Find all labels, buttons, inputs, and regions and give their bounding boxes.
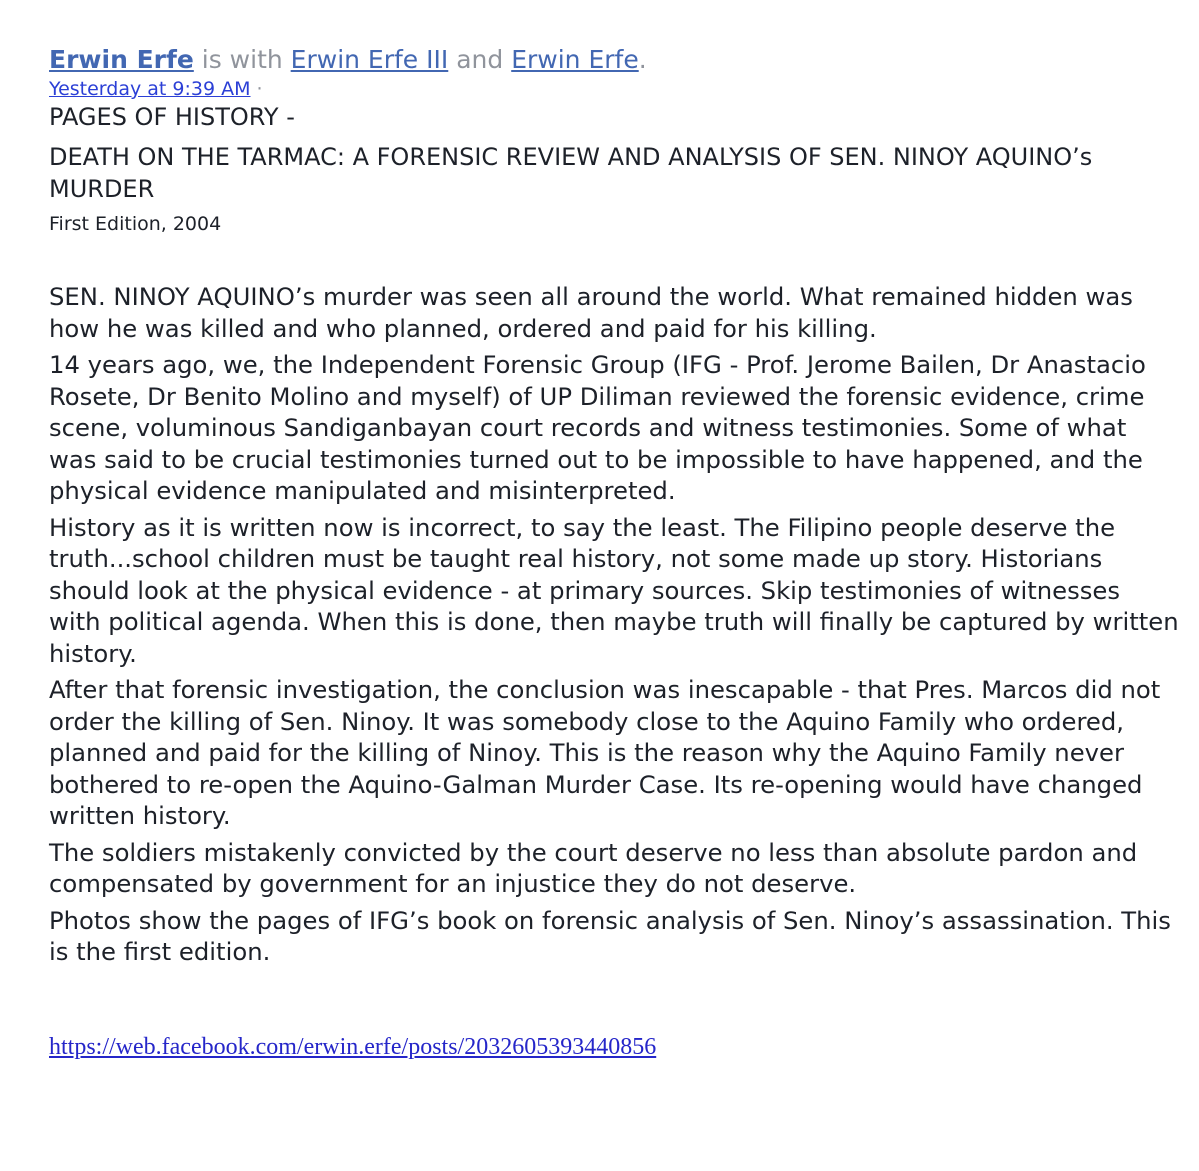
post-title-line-2: DEATH ON THE TARMAC: A FORENSIC REVIEW AND ANALYSIS OF SEN. NINOY AQUINO’s MURDER bbox=[49, 143, 1093, 203]
post-paragraph: The soldiers mistakenly convicted by the court deserve no less than absolute pardon and compensated by government for an injustice they do not deserve. bbox=[49, 837, 1138, 898]
post-meta bbox=[49, 77, 1179, 101]
post-paragraph: After that forensic investigation, the conclusion was inescapable - that Pres. Marcos did not order the killing of Sen. Ninoy. It was somebody close to the Aquino Family who ordered, planned and paid for the killing of Ninoy. This is the reason why the Aquino Family never bothered to re-open the Aquino-Galman Murder Case. Its re-opening would have changed written history. bbox=[49, 675, 1161, 830]
post-paragraph: Photos show the pages of IFG’s book on forensic analysis of Sen. Ninoy’s assassination. This is the first edition. bbox=[49, 905, 1171, 966]
author-link[interactable]: Erwin Erfe bbox=[49, 45, 194, 74]
edition-text: First Edition, 2004 bbox=[49, 213, 222, 235]
meta-separator: · bbox=[250, 78, 263, 100]
and-text: and bbox=[448, 45, 512, 74]
post-paragraph: History as it is written now is incorrect, to say the least. The Filipino people deserve the truth...school children must be taught real history, not some made up story. Historians should look at the physical evidence - at primary sources. Skip testimonies of witnesses with political agenda. When this is done, then maybe truth will finally be captured by written history. bbox=[49, 512, 1179, 668]
tagged-user-link-2[interactable]: Erwin Erfe bbox=[511, 45, 639, 74]
timestamp-link[interactable]: Yesterday at 9:39 AM bbox=[49, 78, 251, 100]
header-end-punct: . bbox=[638, 45, 647, 74]
post-header bbox=[49, 44, 1179, 76]
post bbox=[49, 44, 1179, 973]
post-paragraph: SEN. NINOY AQUINO’s murder was seen all around the world. What remained hidden was how he was killed and who planned, ordered and paid for his killing. bbox=[49, 282, 1133, 343]
post-paragraph: 14 years ago, we, the Independent Forensic Group (IFG - Prof. Jerome Bailen, Dr Anastacio Rosete, Dr Benito Molino and myself) of UP Diliman reviewed the forensic evidence, crime scene, voluminous Sandiganbayan court records and witness testimonies. Some of what was said to be crucial testimonies turned out to be impossible to have happened, and the physical evidence manipulated and misinterpreted. bbox=[49, 350, 1146, 505]
tagged-user-link-1[interactable]: Erwin Erfe III bbox=[290, 45, 449, 74]
post-title-line-1: PAGES OF HISTORY - bbox=[49, 103, 295, 131]
post-body bbox=[49, 281, 1179, 968]
with-text: is with bbox=[193, 45, 291, 74]
source-url-link[interactable]: https://web.facebook.com/erwin.erfe/posts/2032605393440856 bbox=[49, 1034, 657, 1060]
